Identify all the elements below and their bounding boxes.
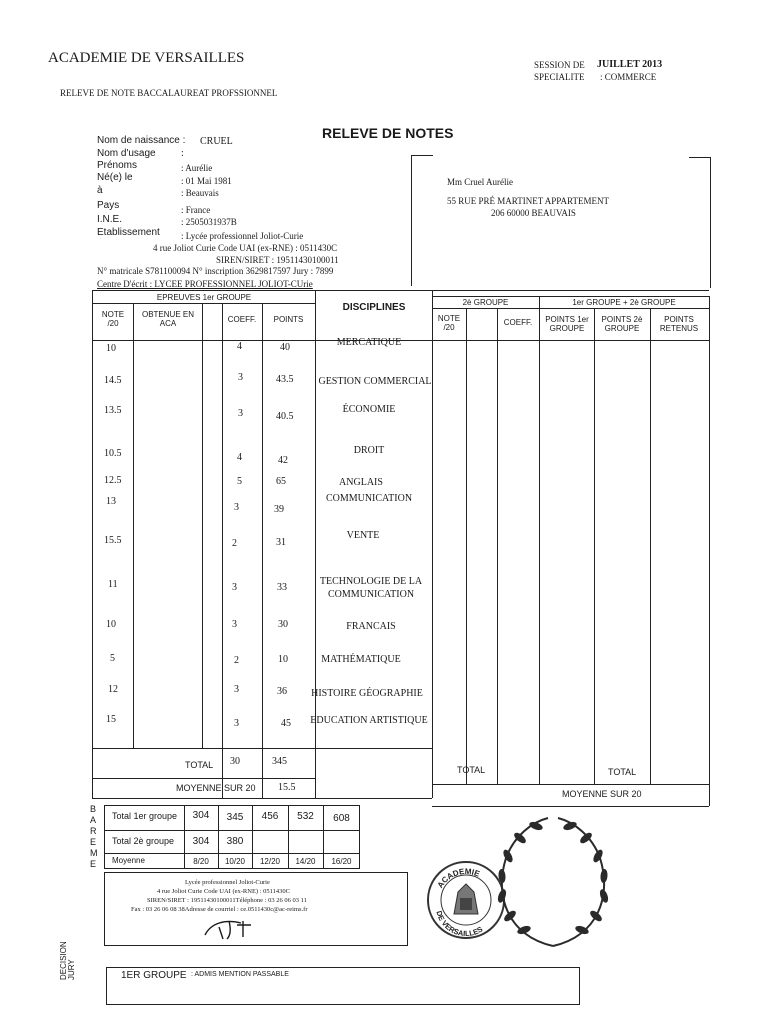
id-value-ne-le: : 01 Mai 1981 — [181, 176, 232, 186]
header-group2-note: NOTE /20 — [437, 314, 461, 332]
id-label-ine: I.N.E. — [97, 214, 123, 225]
bareme-cell: 14/20 — [295, 857, 316, 866]
total-12-label: TOTAL — [608, 767, 637, 777]
row-points: 42 — [278, 455, 288, 466]
seal-bottom-text: DE VERSAILLES — [434, 909, 485, 939]
bareme-letter: R — [90, 826, 97, 836]
row-coeff: 2 — [232, 538, 237, 549]
recipient-name: Mm Cruel Aurélie — [447, 177, 513, 187]
matricule-line: N° matricale S781100094 N° inscription 3629817597 Jury : 7899 — [97, 266, 334, 276]
decision-group: 1ER GROUPE — [121, 970, 187, 981]
row-discipline: GESTION COMMERCIAL — [318, 376, 432, 387]
row-discipline: DROIT — [353, 445, 385, 456]
bareme-cell: 304 — [192, 836, 210, 847]
row-points: 39 — [274, 504, 284, 515]
school-siren: SIREN/SIRET : 19511430100011 — [216, 255, 339, 265]
decision-jury-label: DECISION JURY — [59, 941, 76, 980]
row-note: 14.5 — [104, 375, 122, 386]
row-coeff: 3 — [232, 619, 237, 630]
row-note: 10 — [106, 343, 116, 354]
row-discipline: TECHNOLOGIE DE LA COMMUNICATION — [319, 576, 423, 600]
row-discipline: MERCATIQUE — [336, 337, 402, 348]
row-discipline: ANGLAIS — [339, 477, 383, 488]
row-coeff: 4 — [237, 341, 242, 352]
bareme-letter: M — [90, 848, 98, 858]
row-note: 5 — [110, 653, 115, 664]
row-note: 13 — [106, 496, 116, 507]
header-group2: 2è GROUPE — [462, 298, 509, 307]
row-note: 13.5 — [104, 405, 122, 416]
bareme-cell: 456 — [261, 811, 279, 822]
id-label-nom: Nom de naissance : — [97, 135, 186, 146]
moyenne-label: MOYENNE SUR 20 — [176, 783, 256, 793]
total-coeff: 30 — [230, 756, 240, 767]
bareme-letter: E — [90, 859, 97, 869]
row-points: 65 — [276, 476, 286, 487]
row-discipline: HISTOIRE GÉOGRAPHIE — [311, 688, 423, 699]
row-coeff: 2 — [234, 655, 239, 666]
id-value-usage: : — [181, 148, 184, 159]
moyenne-2e-label: MOYENNE SUR 20 — [562, 789, 642, 799]
row-discipline: VENTE — [346, 530, 380, 541]
id-label-pays: Pays — [97, 200, 120, 211]
row-coeff: 5 — [237, 476, 242, 487]
header-points-retenus: POINTS RETENUS — [659, 315, 699, 333]
header-points: POINTS — [273, 315, 304, 324]
bareme-letter: A — [90, 815, 97, 825]
row-note: 10 — [106, 619, 116, 630]
header-group12: 1er GROUPE + 2è GROUPE — [572, 298, 676, 307]
row-coeff: 3 — [234, 684, 239, 695]
row-discipline: ÉCONOMIE — [342, 404, 396, 415]
stamp-line: SIREN/SIRET : 19511430100011Téléphone : 03 26 06 03 11 — [147, 897, 307, 904]
moyenne-value: 15.5 — [278, 782, 296, 793]
header-points-1er: POINTS 1er GROUPE — [545, 315, 589, 333]
header-obtenue: OBTENUE EN ACA — [141, 310, 194, 328]
row-points: 31 — [276, 537, 286, 548]
header-note: NOTE /20 — [101, 310, 125, 328]
id-label-prenoms: Prénoms — [97, 160, 138, 171]
total-label: TOTAL — [185, 760, 214, 770]
row-points: 36 — [277, 686, 287, 697]
row-coeff: 4 — [237, 452, 242, 463]
row-note: 12 — [108, 684, 118, 695]
row-discipline: MATHÉMATIQUE — [321, 654, 401, 665]
specialite-value: : COMMERCE — [600, 72, 657, 82]
stamp-line: Lycée professionnel Joliot-Curie — [185, 879, 270, 886]
bareme-cell: 10/20 — [224, 857, 246, 866]
total-2e-label: TOTAL — [457, 765, 486, 775]
row-coeff: 3 — [238, 372, 243, 383]
stamp-line: Fax : 03 26 06 08 38Adresse de courriel : ce.0511430c@ac-reims.fr — [131, 906, 308, 913]
bareme-cell: 345 — [226, 812, 244, 823]
id-value-prenoms: : Aurélie — [181, 163, 213, 173]
bareme-row-label: Total 2è groupe — [112, 836, 175, 846]
signature-mark — [201, 913, 261, 943]
bareme-letter: E — [90, 837, 97, 847]
row-points: 45 — [281, 718, 291, 729]
row-coeff: 3 — [232, 582, 237, 593]
bareme-cell: 532 — [297, 811, 314, 822]
school-address: 4 rue Joliot Curie Code UAI (ex-RNE) : 0511430C — [153, 243, 338, 253]
seal-top-text: ACADEMIE — [435, 866, 481, 890]
id-value-pays: : France — [181, 205, 211, 215]
header-disciplines: DISCIPLINES — [342, 302, 406, 313]
id-label-usage: Nom d'usage — [97, 148, 156, 159]
bareme-cell: 8/20 — [193, 857, 209, 866]
specialite-label: SPECIALITE — [534, 72, 585, 82]
header-points-2e: POINTS 2è GROUPE — [601, 315, 643, 333]
id-value-etablissement: : Lycée professionnel Joliot-Curie — [181, 231, 304, 241]
bareme-cell: 12/20 — [259, 857, 281, 866]
school-stamp-box — [104, 872, 408, 946]
row-coeff: 3 — [238, 408, 243, 419]
row-coeff: 3 — [234, 718, 239, 729]
decision-result: : ADMIS MENTION PASSABLE — [191, 971, 289, 978]
bareme-letter: B — [90, 804, 97, 814]
row-points: 40.5 — [276, 411, 294, 422]
bareme-cell: 380 — [226, 836, 244, 847]
row-note: 15.5 — [104, 535, 122, 546]
id-label-ne-le: Né(e) le — [97, 172, 133, 183]
header-coeff: COEFF. — [227, 315, 257, 324]
row-points: 30 — [278, 619, 288, 630]
id-value-nom: CRUEL — [200, 136, 233, 147]
bareme-row-label: Total 1er groupe — [112, 811, 178, 821]
header-group2-coeff: COEFF. — [503, 318, 533, 327]
row-note: 10.5 — [104, 448, 122, 459]
document-subtitle: RELEVE DE NOTE BACCALAUREAT PROFSSIONNEL — [60, 88, 278, 98]
session-value: JUILLET 2013 — [597, 59, 663, 70]
bareme-cell: 16/20 — [331, 857, 352, 866]
recipient-street: 55 RUE PRÉ MARTINET APPARTEMENT — [447, 196, 609, 206]
row-coeff: 3 — [234, 502, 239, 513]
page-title: RELEVE DE NOTES — [322, 125, 454, 141]
id-value-ine: : 2505031937B — [181, 217, 237, 227]
decision-box — [106, 967, 580, 1005]
id-label-a: à — [97, 185, 103, 196]
row-points: 43.5 — [276, 374, 294, 385]
laurel-wreath-icon — [488, 806, 618, 956]
stamp-line: 4 rue Joliot Curie Code UAI (ex-RNE) : 0511430C — [157, 888, 290, 895]
row-points: 40 — [280, 342, 290, 353]
row-discipline: EDUCATION ARTISTIQUE — [310, 715, 428, 726]
id-label-etablissement: Etablissement — [97, 227, 160, 238]
bareme-cell: 608 — [333, 813, 350, 824]
bareme-cell: 304 — [192, 810, 210, 821]
row-note: 15 — [106, 714, 116, 725]
session-label: SESSION DE — [534, 60, 585, 70]
total-points: 345 — [272, 756, 287, 767]
recipient-city: 206 60000 BEAUVAIS — [491, 208, 576, 218]
row-note: 12.5 — [104, 475, 122, 486]
centre-ecrit: Centre D'écrit : LYCEE PROFESSIONNEL JOLIOT-CUrie — [97, 279, 313, 289]
row-points: 10 — [278, 654, 288, 665]
bareme-row-label: Moyenne — [112, 856, 145, 865]
row-points: 33 — [277, 582, 287, 593]
id-value-a: : Beauvais — [181, 188, 219, 198]
address-box — [411, 155, 711, 286]
academie-title: ACADEMIE DE VERSAILLES — [48, 50, 245, 66]
row-note: 11 — [108, 579, 118, 590]
row-discipline: FRANCAIS — [346, 621, 396, 632]
row-discipline: COMMUNICATION — [325, 493, 413, 504]
header-group1: EPREUVES 1er GROUPE — [156, 293, 252, 302]
